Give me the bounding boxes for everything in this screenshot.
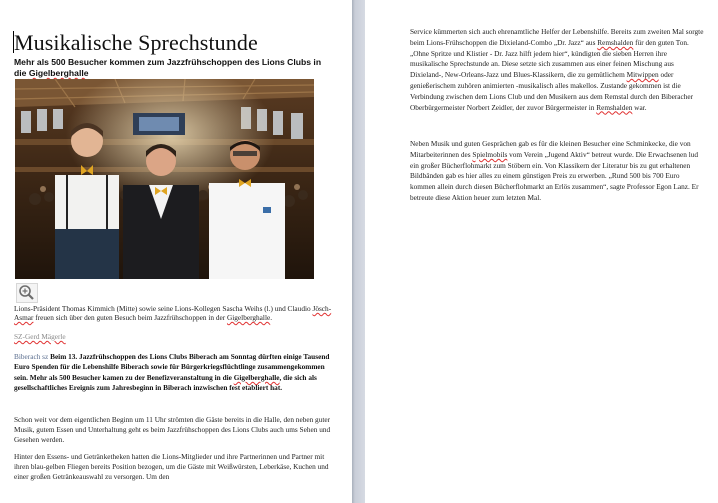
spell-error-word[interactable]: Remshalden (596, 102, 633, 112)
document-page-left (0, 0, 352, 503)
spell-error-word[interactable]: Remshalden (597, 37, 634, 47)
body-text: oder genießerischem zuhören animierten -musikalisch alles makellos. Zustande gekommen ist die Verbindung zwischen dem Lions Club und den Musikern aus dem Remstal durch den Biberacher Oberbürgermeister Norbert Zeidler, der zuvor Bürgermeister in (410, 70, 694, 112)
spell-error-word[interactable]: Gigelberghalle (233, 372, 280, 382)
spell-error-word[interactable]: Gigelberghalle (28, 68, 89, 78)
body-paragraph[interactable] (410, 27, 706, 113)
dateline: Biberach sz (14, 352, 49, 361)
lead-paragraph[interactable] (14, 352, 336, 394)
photo-credit[interactable]: SZ-Gerd Mägerle (14, 332, 66, 341)
article-subtitle[interactable] (14, 57, 332, 79)
spell-error-word[interactable]: Gigelberghalle (226, 313, 271, 323)
body-paragraph[interactable] (410, 139, 706, 204)
document-page-right (365, 0, 718, 503)
photo-caption[interactable] (14, 304, 336, 322)
page-gap (352, 0, 365, 503)
caption-text: freuen sich über den guten Besuch beim Jazzfrühschoppen in der (33, 313, 227, 323)
body-text: vom Verein „Jugend Aktiv“ betreut wurde. Die Erwachsenen lud ein großer Bücherflohmarkt zum Stöbern ein. Von Klassikern der Literatur bis zu gut erhaltenen Bildbänden gab es hier alles zu einem günstigen Preis zu erwerben. „Rund 500 bis 700 Euro kommen allein durch diesen Bücherflohmarkt an Erlös zusammen“, sagte Professor Egon Lanz. Er betreute diese Aktion heuer zum letzten Mal. (410, 149, 699, 202)
spell-error-word[interactable]: Jösch-Asmar (14, 304, 332, 323)
body-paragraph[interactable]: Schon weit vor dem eigentlichen Beginn um 11 Uhr strömten die Gäste bereits in die Halle, den neben guter Musik, gutem Essen und Unterhaltung geht es beim Jazzfrühschoppen des Lions Clubs auch ums Sehen und Gesehen werden. (14, 415, 331, 445)
body-text: Neben Musik und guten Gesprächen gab es für die kleinen Besucher eine Schminkecke, die von Mitarbeiterinnen des (410, 139, 691, 159)
hall-photo-illustration (15, 79, 314, 279)
article-title[interactable]: Musikalische Sprechstunde (14, 30, 258, 55)
lead-text: Beim 13. Jazzfrühschoppen des Lions Clubs Biberach am Sonntag dürften einige Tausend Euro Spenden für die Lebenshilfe Biberach sowie für Bürgerkriegsflüchtlinge zusammengekommen sein. Mehr als 500 Besucher kamen zu der Benefizveranstaltung in die (14, 352, 330, 382)
subtitle-text: Mehr als 500 Besucher kommen zum Jazzfrühschoppen des Lions Clubs in die (14, 57, 322, 78)
body-text: für den guten Ton. „Ohne Spritze und Klistier - Dr. Jazz hilft jedem hier“, kündigten die sieben Herren ihre musikalische Sprechstunde an. Diese setzte sich zusammen aus einer feinen Mischung aus Dixieland-, New-Orleans-Jazz und Blues-Klassikern, die zu gemütlichem (410, 37, 689, 80)
body-text: Service kümmerten sich auch ehrenamtliche Helfer der Lebenshilfe. Bereits zum zweiten Mal sorgte beim Lions-Frühschoppen die Dixieland-Combo „Dr. Jazz“ aus (410, 27, 704, 47)
caption-text: Lions-Präsident Thomas Kimmich (Mitte) sowie seine Lions-Kollegen Sascha Weihs (l.) und Claudio (14, 304, 313, 313)
article-photo[interactable] (15, 79, 314, 279)
caption-text: . (270, 313, 273, 323)
body-text: war. (632, 102, 647, 112)
lead-text: , die sich als gesellschaftliches Ereignis zum Jahresbeginn in Biberach inzwischen fest etabliert hat. (14, 372, 317, 393)
spell-error-word[interactable]: Spielmobils (472, 149, 508, 159)
magnifier-plus-icon (17, 284, 37, 302)
body-paragraph[interactable]: Hinter den Essens- und Getränketheken hatten die Lions-Mitglieder und ihre Partnerinnen und Partner mit ihren blau-gelben Fliegen bereits Position bezogen, um die Gäste mit Weißwürsten, Leberkäse, Kuchen und einer großen Getränkeauswahl zu versorgen. Um den (14, 452, 329, 482)
zoom-button[interactable] (16, 283, 38, 303)
spell-error-word[interactable]: Mitwippen (626, 70, 659, 80)
